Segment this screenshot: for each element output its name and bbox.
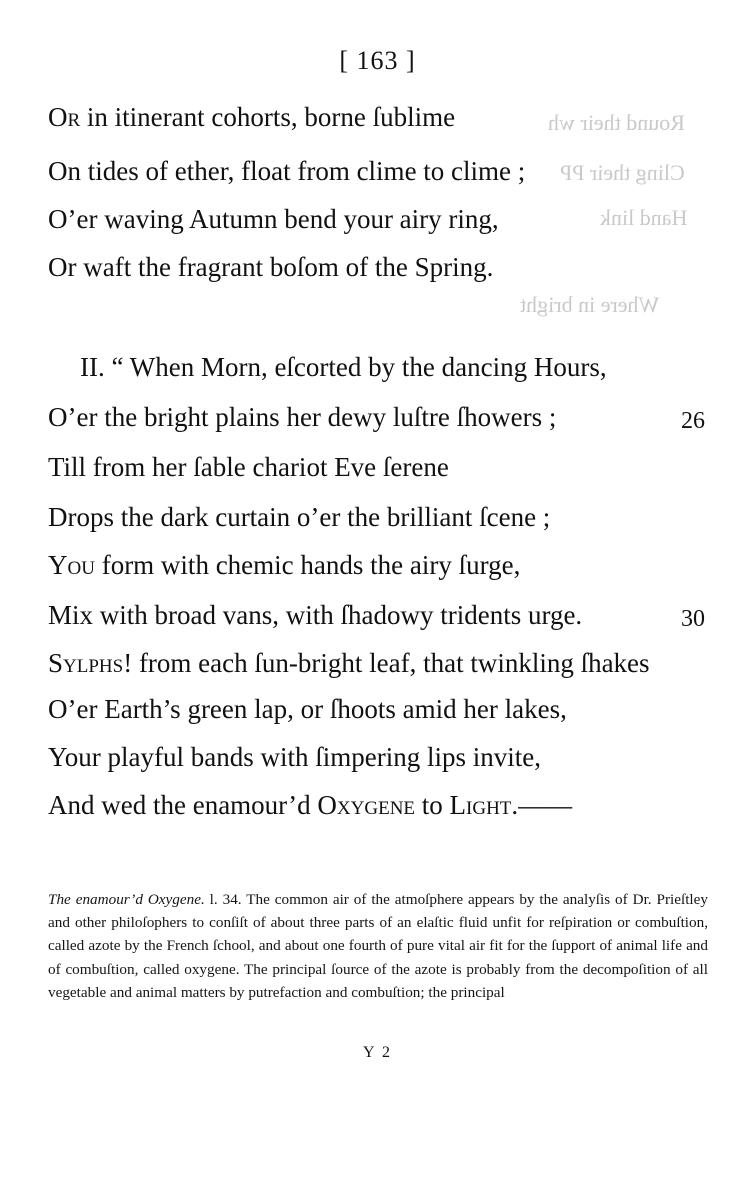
verse-line: Your playful bands with ſimpering lips invite, bbox=[48, 742, 541, 772]
drop-word: Or bbox=[48, 102, 81, 132]
drop-word: You bbox=[48, 550, 95, 580]
page-number: [ 163 ] bbox=[339, 46, 416, 75]
line-number: 30 bbox=[681, 606, 705, 632]
verse-line bbox=[48, 790, 572, 821]
verse-line: Till from her ſable chariot Eve ſerene bbox=[48, 452, 449, 482]
signature-mark: Y 2 bbox=[363, 1044, 392, 1061]
verse-line: Mix with broad vans, with ſhadowy tridents urge. bbox=[48, 600, 583, 630]
verse-line: O’er the bright plains her dewy luſtre ſhowers ; bbox=[48, 402, 557, 432]
line-text: to bbox=[415, 790, 450, 820]
line-text: form with chemic hands the airy ſurge, bbox=[94, 550, 521, 580]
verse-line: Drops the dark curtain o’er the brilliant ſcene ; bbox=[48, 502, 551, 532]
footnote-line-ref: l. 34. bbox=[204, 891, 242, 908]
drop-word: Sylphs bbox=[48, 648, 124, 678]
footnote bbox=[48, 888, 708, 1004]
verse-line bbox=[48, 102, 455, 133]
verse-line: Or waft the fragrant boſom of the Spring. bbox=[48, 252, 494, 282]
small-caps-word: Oxygene bbox=[317, 790, 416, 820]
small-caps-word: Light bbox=[449, 790, 512, 820]
bleed-through-text: Where in bright bbox=[520, 292, 660, 317]
footnote-reference: The enamour’d Oxygene. bbox=[48, 891, 205, 908]
line-text: And wed the enamour’d bbox=[48, 790, 318, 820]
verse-line: O’er waving Autumn bend your airy ring, bbox=[48, 204, 499, 234]
footnote-text: The common air of the atmoſphere appears by the analyſis of Dr. Prieſtley and other philoſophers to conſiſt of about three parts of an elaſtic fluid unfit for reſpiration or combuſtion, called azote by the French ſchool, and about one fourth of pure vital air fit for the ſupport of animal life and of combuſtion, called oxygene. The principal ſource of the azote is probably from the decompoſition of all vegetable and animal matters by putrefaction and combuſtion; the principal bbox=[48, 891, 708, 1001]
line-number: 26 bbox=[681, 408, 705, 434]
line-text: ! from each ſun-bright leaf, that twinkling ſhakes bbox=[123, 648, 650, 678]
verse-line bbox=[48, 550, 520, 581]
verse-line: II. “ When Morn, eſcorted by the dancing Hours, bbox=[80, 352, 607, 382]
verse-line: O’er Earth’s green lap, or ſhoots amid her lakes, bbox=[48, 694, 567, 724]
bleed-through-text: Round their wh bbox=[548, 110, 685, 135]
bleed-through-text: Hand link bbox=[600, 205, 688, 230]
line-text: .—— bbox=[511, 790, 573, 820]
bleed-through-text: Cling their PP bbox=[560, 160, 685, 185]
line-text: in itinerant cohorts, borne ſublime bbox=[80, 102, 456, 132]
verse-line: On tides of ether, float from clime to clime ; bbox=[48, 156, 526, 186]
verse-line bbox=[48, 648, 650, 679]
